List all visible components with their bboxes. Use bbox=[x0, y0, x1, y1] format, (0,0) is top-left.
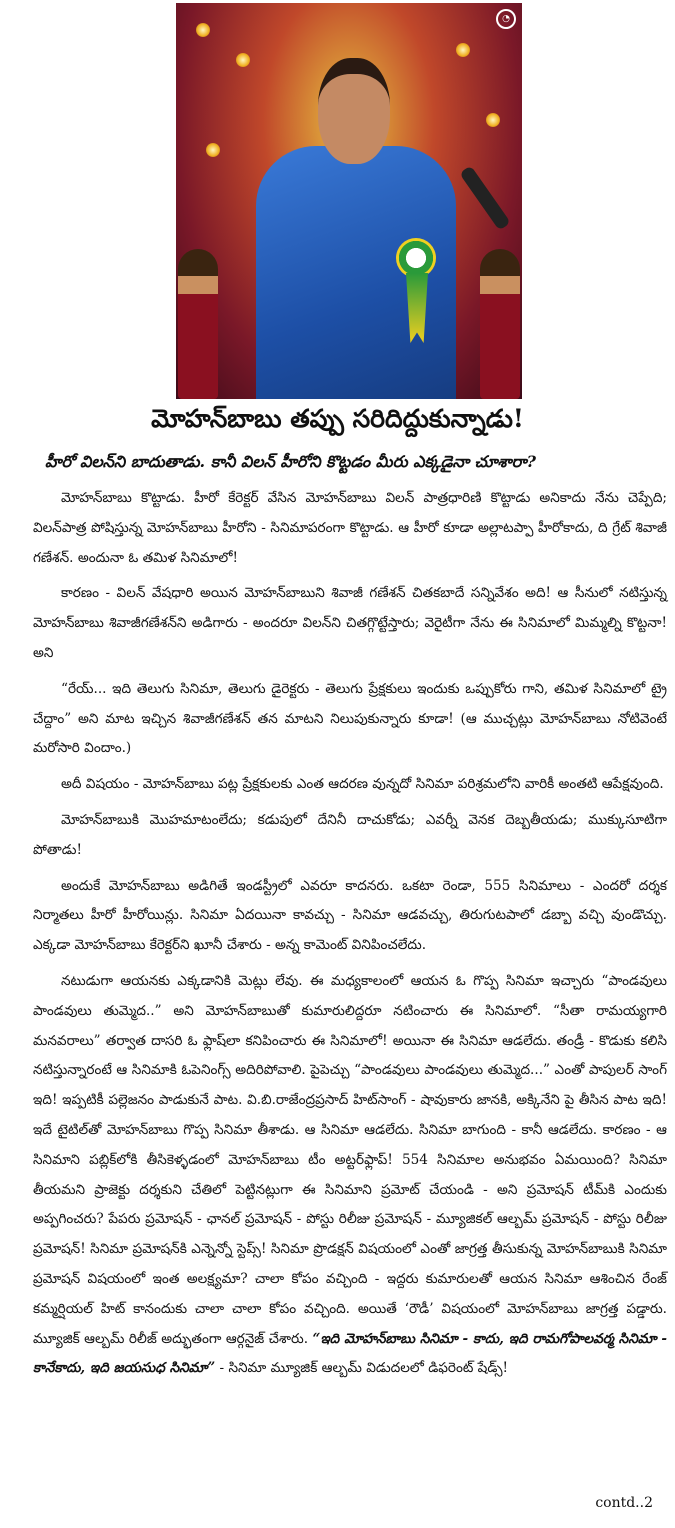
stage-light bbox=[196, 23, 210, 37]
paragraph-last bbox=[33, 967, 667, 1384]
stage-light bbox=[236, 53, 250, 67]
circle-logo-icon: ◔ bbox=[496, 9, 516, 29]
paragraph: అదీ విషయం - మోహన్‌బాబు పట్ల ప్రేక్షకులకు ఎంత ఆదరణ వున్నదో సినిమా పరిశ్రమలోని వారికీ అంతటి ఆపేక్షవుంది. bbox=[61, 776, 664, 793]
paragraph: “రేయ్... ఇది తెలుగు సినిమా, తెలుగు డైరెక్టరు - తెలుగు ప్రేక్షకులు ఇందుకు ఒప్పుకోరు గాని, తమిళ సినిమాలో ట్రై చేద్దాం” అని మాట ఇచ్చిన శివాజీగణేశన్ తన మాటని నిలుపుకున్నారు కూడా! (ఆ ముచ్చట్లు మోహన్‌బాబు నోటివెంటే మరోసారి విందాం.) bbox=[33, 680, 667, 757]
rosette-badge-icon bbox=[396, 238, 436, 278]
dancer-left bbox=[178, 249, 218, 399]
stage-light bbox=[206, 143, 220, 157]
article-body bbox=[33, 484, 667, 1390]
paragraph-tail: - సినిమా మ్యూజిక్ ఆల్బమ్ విడుదలలో డిఫరెంట్ షేడ్స్! bbox=[215, 1360, 508, 1377]
article-subheadline: హీరో విలన్‌ని బాదుతాడు. కానీ విలన్ హీరోని కొట్టడం మీరు ఎక్కడైనా చూశారా? bbox=[45, 452, 536, 471]
stage-light bbox=[456, 43, 470, 57]
paragraph: మోహన్‌బాబు కొట్టాడు. హీరో కేరెక్టర్ వేసిన మోహన్‌బాబు విలన్ పాత్రధారిణి కొట్టాడు అనికాదు నేను చెప్పేది; విలన్‌పాత్ర పోషిస్తున్న మోహన్‌బాబు హీరోని - సినిమాపరంగా కొట్టాడు. ఆ హీరో కూడా అల్లాటప్పా హీరోకాదు, ది గ్రేట్ శివాజీ గణేశన్. అందునా ఓ తమిళ సినిమాలో! bbox=[33, 490, 667, 566]
speaker-head bbox=[318, 58, 390, 164]
article-headline: మోహన్‌బాబు తప్పు సరిదిద్దుకున్నాడు! bbox=[151, 404, 524, 433]
stage-light bbox=[486, 113, 500, 127]
highlight-quote: “ఇది మోహన్‌బాబు సినిమా - కాదు, ఇది రామగోపాలవర్మ సినిమా - కానేకాదు, ఇది జయసుధ సినిమా” bbox=[33, 1330, 667, 1377]
paragraph: కారణం - విలన్ వేషధారి అయిన మోహన్‌బాబుని శివాజీ గణేశన్ చితకబాదే సన్నివేశం అది! ఆ సీనులో నటిస్తున్న మోహన్‌బాబు శివాజీగణేశన్‌ని అడిగారు - అందరూ విలన్‌ని చితగ్గొట్టేస్తారు; వెరైటీగా నేను ఈ సినిమాలో మిమ్మల్ని కొట్టనా! అని bbox=[33, 585, 667, 661]
paragraph: అందుకే మోహన్‌బాబు అడిగితే ఇండస్ట్రీలో ఎవరూ కాదనరు. ఒకటా రెండా, 555 సినిమాలు - ఎందరో దర్శక నిర్మాతలు హీరో హీరోయిన్లు. సినిమా ఏదయినా కావచ్చు - సినిమా ఆడవచ్చు, తిరుగుటపాలో డబ్బా వచ్చి వుండొచ్చు. ఎక్కడా మోహన్‌బాబు కేరెక్టర్‌ని ఖూనీ చేశారు - అన్న కామెంట్ వినిపించలేదు. bbox=[33, 877, 667, 954]
speaker-figure bbox=[256, 58, 456, 399]
article-photo bbox=[176, 3, 522, 399]
dancer-right bbox=[480, 249, 520, 399]
paragraph: మోహన్‌బాబుకి మొహమాటంలేదు; కడుపులో దేనినీ దాచుకోడు; ఎవర్నీ వెనక దెబ్బతీయడు; ముక్కుసూటిగా పోతాడు! bbox=[33, 811, 667, 858]
microphone-icon bbox=[459, 165, 511, 230]
continued-label: contd..2 bbox=[595, 1495, 653, 1511]
paragraph-text: నటుడుగా ఆయనకు ఎక్కడానికి మెట్లు లేవు. ఈ మధ్యకాలంలో ఆయన ఓ గొప్ప సినిమా ఇచ్చారు “పాండవులు పాండవులు తుమ్మెద..” అని మోహన్‌బాబుతో కుమారులిద్దరూ నటించారు ఈ సినిమాలో. “సీతా రామయ్యగారి మనవరాలు” తర్వాత దాసరి ఓ ఫ్లాష్‌లా కనిపించారు ఈ సినిమాలో! అయినా ఈ సినిమా ఆడలేదు. తండ్రీ - కొడుకు కలిసి నటిస్తున్నారంటే ఆ సినిమాకి ఓపెనింగ్స్ అదిరిపోవాలి. పైపెచ్చు “పాండవులు పాండవులు తుమ్మెద...” ఎంతో పాపులర్ సాంగ్ ఇది! ఇప్పటికీ పల్లెజనం పాడుకునే పాట. వి.బి.రాజేంద్రప్రసాద్ హిట్‌సాంగ్ - షావుకారు జానకి, అక్కినేని పై తీసిన పాట ఇది! ఇదే టైటిల్‌తో మోహన్‌బాబు గొప్ప సినిమా తీశాడు. ఆ సినిమా ఆడలేదు. సినిమా బాగుంది - కానీ ఆడలేదు. కారణం - ఆ సినిమాని పబ్లిక్‌లోకి తీసికెళ్ళడంలో మోహన్‌బాబు టీం అట్టర్‌ఫ్లాప్! 554 సినిమాల అనుభవం ఏమయింది? సినిమా తీయమని ప్రాజెక్టు దర్శకుని చేతిలో పెట్టినట్లుగా ఈ సినిమాని ప్రమోట్ చేయండి - అని ప్రమోషన్ టీమ్‌కి ఎందుకు అప్పగించరు? పేపరు ప్రమోషన్ - ఛానల్ ప్రమోషన్ - పోస్టు రిలీజు ప్రమోషన్ - మ్యూజికల్ ఆల్బమ్ ప్రమోషన్ - పోస్టు రిలీజు ప్రమోషన్! సినిమా ప్రమోషన్‌కి ఎన్నెన్నో స్టెప్స్! సినిమా ప్రొడక్షన్ విషయంలో ఎంతో జాగ్రత్త తీసుకున్న మోహన్‌బాబుకి సినిమా ప్రమోషన్ విషయంలో ఇంత అలక్ష్యమా? చాలా కోపం వచ్చింది - ఇద్దరు కుమారులతో ఆయన సినిమా ఆశించిన రేంజ్ కమ్మర్షియల్ హిట్ కానందుకు చాలా చాలా కోపం వచ్చింది. అయితే ‘రౌడీ’ విషయంలో మోహన్‌బాబు జాగ్రత్త పడ్డారు. మ్యూజిక్ ఆల్బమ్ రిలీజ్ అద్భుతంగా ఆర్గనైజ్ చేశారు. bbox=[33, 972, 667, 1347]
